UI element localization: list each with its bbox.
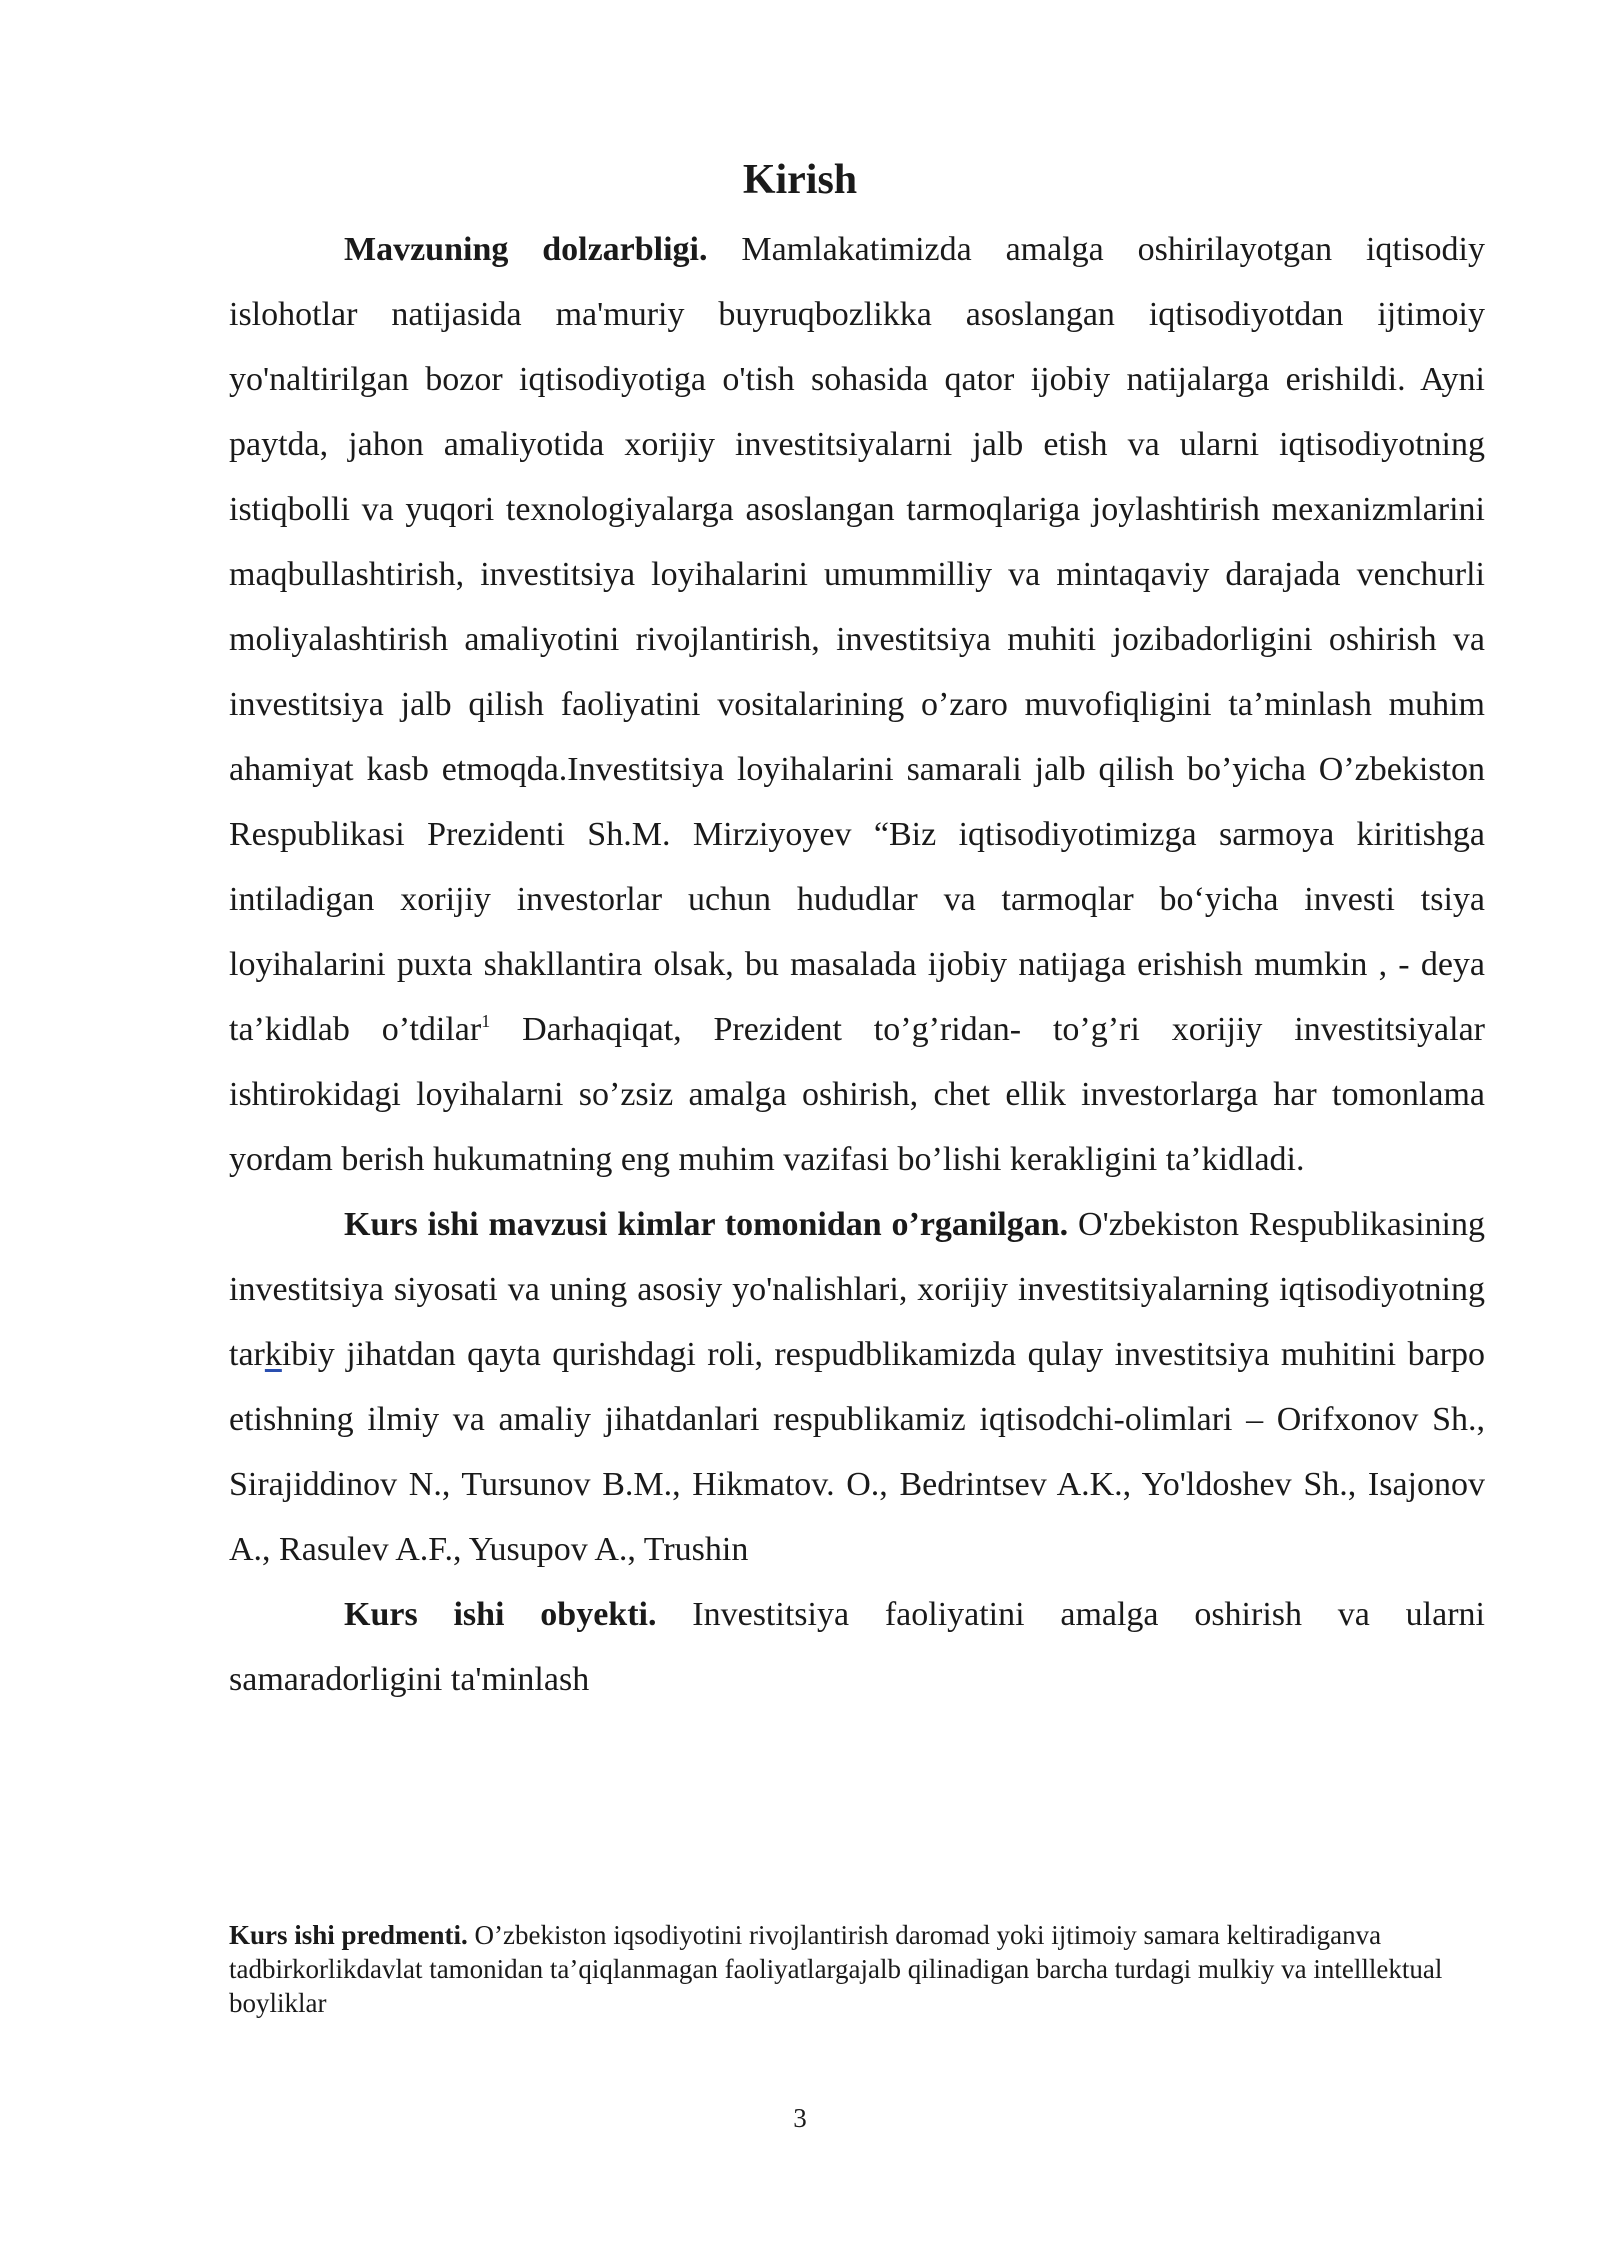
document-body	[229, 217, 1485, 1712]
paragraph-text: ibiy jihatdan qayta qurishdagi roli, respudblikamizda qulay investitsiya muhitini barpo etishning ilmiy va amaliy jihatdanlari respublikamiz iqtisodchi-olimlari – Orifxonov Sh., Sirajiddinov N., Tursunov B.M., Hikmatov. O., Bedrintsev A.K., Yo'ldoshev Sh., Isajonov A., Rasulev A.F., Yusupov A., Trushin	[229, 1336, 1485, 1568]
paragraph-heading: Mavzuning dolzarbligi.	[344, 231, 708, 268]
footnote-marker[interactable]: 1	[481, 1011, 491, 1031]
paragraph-text: Investitsiya faoliyatini amalga oshirish va ularni samaradorligini ta'minlash	[229, 1596, 1485, 1698]
paragraph-text: Mamlakatimizda amalga oshirilayotgan iqtisodiy islohotlar natijasida ma'muriy buyruqbozlikka asoslangan iqtisodiyotdan ijtimoiy yo'naltirilgan bozor iqtisodiyotiga o'tish sohasida qator ijobiy natijalarga erishildi. Ayni paytda, jahon amaliyotida xorijiy investitsiyalarni jalb etish va ularni iqtisodiyotning istiqbolli va yuqori texnologiyalarga asoslangan tarmoqlariga joylashtirish mexanizmlarini maqbullashtirish, investitsiya loyihalarini umummilliy va mintaqaviy darajada venchurli moliyalashtirish amaliyotini rivojlantirish, investitsiya muhiti jozibadorligini oshirish va investitsiya jalb qilish faoliyatini vositalarining o’zaro muvofiqligini ta’minlash muhim ahamiyat kasb etmoqda.Investitsiya loyihalarini samarali jalb qilish bo’yicha O’zbekiston Respublikasi Prezidenti Sh.M. Mirziyoyev “Biz iqtisodiyotimizga sarmoya kiritishga intiladigan xorijiy investorlar uchun hududlar va tarmoqlar bo‘yicha investi tsiya loyihalarini puxta shakllantira olsak, bu masalada ijobiy natijaga erishish mumkin , - deya ta’kidlab o’tdilar	[229, 231, 1485, 1048]
paragraph-heading: Kurs ishi obyekti.	[344, 1596, 657, 1633]
paragraph-heading: Kurs ishi mavzusi kimlar tomonidan o’rganilgan.	[344, 1206, 1069, 1243]
paragraph-subject	[229, 1918, 1485, 2020]
page-title: Kirish	[742, 157, 858, 203]
paragraph-text: O’zbekiston iqsodiyotini rivojlantirish daromad yoki ijtimoiy samara keltiradiganva tadbirkorlikdavlat tamonidan ta’qiqlanmagan faoliyatlargajalb qilinadigan barcha turdagi mulkiy va intelllektual boyliklar	[229, 1920, 1443, 2018]
paragraph-studied-by	[229, 1192, 1485, 1582]
page-number: 3	[793, 2103, 807, 2133]
paragraph-object	[229, 1582, 1485, 1712]
spellcheck-underline: k	[264, 1336, 282, 1373]
paragraph-text: Darhaqiqat, Prezident to’g’ridan- to’g’ri xorijiy investitsiyalar ishtirokidagi loyihalarni so’zsiz amalga oshirish, chet ellik investorlarga har tomonlama yordam berish hukumatning eng muhim vazifasi bo’lishi kerakligini ta’kidladi.	[229, 1011, 1485, 1178]
paragraph-subject-block	[229, 1918, 1485, 2020]
paragraph-text: O'zbekiston Respublikasining investitsiya siyosati va uning asosiy yo'nalishlari, xorijiy investitsiyalarning iqtisodiyotning tar	[229, 1206, 1485, 1373]
paragraph-heading: Kurs ishi predmenti.	[229, 1920, 468, 1950]
paragraph-relevance	[229, 217, 1485, 1192]
